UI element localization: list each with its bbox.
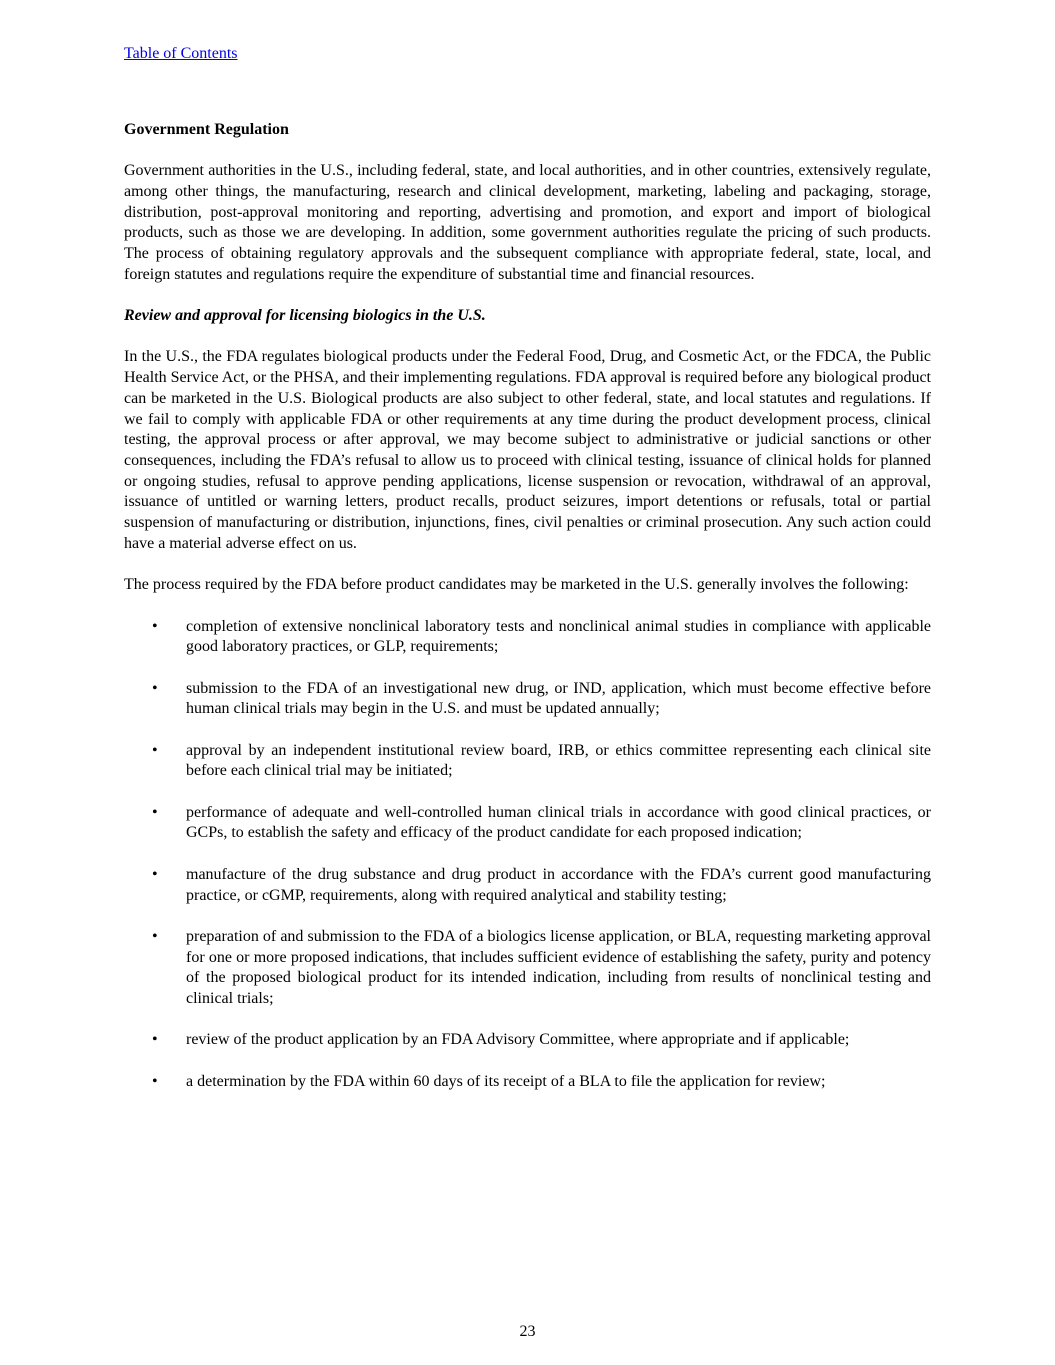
list-item-text: a determination by the FDA within 60 days of its receipt of a BLA to file the application for review;	[186, 1072, 826, 1090]
table-of-contents-link[interactable]: Table of Contents	[124, 45, 238, 62]
list-item	[124, 741, 931, 782]
intro-paragraph: Government authorities in the U.S., including federal, state, and local authorities, and in other countries, extensively regulate, among other things, the manufacturing, research and clinical development, marketing, labeling and packaging, storage, distribution, post-approval monitoring and reporting, advertising and promotion, and export and import of biological products, such as those we are developing. In addition, some government authorities regulate the pricing of such products. The process of obtaining regulatory approvals and the subsequent compliance with appropriate federal, state, local, and foreign statutes and regulations require the expenditure of substantial time and financial resources.	[124, 162, 931, 283]
subsection-title: Review and approval for licensing biologics in the U.S.	[124, 307, 486, 324]
section-title: Government Regulation	[124, 120, 289, 138]
list-item-text: submission to the FDA of an investigational new drug, or IND, application, which must become effective before human clinical trials may begin in the U.S. and must be updated annually;	[186, 679, 931, 718]
bullet-icon: •	[152, 1072, 158, 1090]
bullet-icon: •	[152, 741, 158, 759]
requirements-list	[124, 617, 931, 1093]
bullet-icon: •	[152, 865, 158, 883]
list-item-text: approval by an independent institutional review board, IRB, or ethics committee representing each clinical site before each clinical trial may be initiated;	[186, 741, 931, 780]
list-item-text: review of the product application by an FDA Advisory Committee, where appropriate and if applicable;	[186, 1031, 850, 1049]
list-item	[124, 679, 931, 720]
bullet-icon: •	[152, 617, 158, 635]
list-item-text: preparation of and submission to the FDA of a biologics license application, or BLA, requesting marketing approval for one or more proposed indications, that includes sufficient evidence of establishing the safety, purity and potency of the proposed biological product for its intended indication, including from results of nonclinical testing and clinical trials;	[186, 927, 931, 1008]
page-number: 23	[519, 1323, 536, 1340]
list-item-text: completion of extensive nonclinical laboratory tests and nonclinical animal studies in compliance with applicable good laboratory practices, or GLP, requirements;	[186, 617, 931, 656]
list-item	[124, 927, 931, 1010]
list-item	[124, 1030, 931, 1051]
paragraph: In the U.S., the FDA regulates biological products under the Federal Food, Drug, and Cosmetic Act, or the FDCA, the Public Health Service Act, or the PHSA, and their implementing regulations. FDA approval is required before any biological product can be marketed in the U.S. Biological products are also subject to other federal, state, and local statutes and regulations. If we fail to comply with applicable FDA or other requirements at any time during the product development process, clinical testing, the approval process or after approval, we may become subject to administrative or judicial sanctions or other consequences, including the FDA’s refusal to allow us to proceed with clinical testing, issuance of clinical holds for planned or ongoing studies, refusal to approve pending applications, license suspension or revocation, withdrawal of an approval, issuance of untitled or warning letters, product recalls, product seizures, import detentions or refusals, total or partial suspension of manufacturing or distribution, injunctions, fines, civil penalties or criminal prosecution. Any such action could have a material adverse effect on us.	[124, 348, 931, 552]
bullet-icon: •	[152, 1031, 158, 1049]
paragraph: The process required by the FDA before product candidates may be marketed in the U.S. generally involves the following:	[124, 576, 909, 594]
bullet-icon: •	[152, 803, 158, 821]
list-item	[124, 803, 931, 844]
bullet-icon: •	[152, 679, 158, 697]
document-page	[124, 44, 931, 1113]
list-item-text: manufacture of the drug substance and drug product in accordance with the FDA’s current good manufacturing practice, or cGMP, requirements, along with required analytical and stability testing;	[186, 865, 931, 904]
list-item	[124, 617, 931, 658]
bullet-icon: •	[152, 927, 158, 945]
list-item-text: performance of adequate and well-controlled human clinical trials in accordance with good clinical practices, or GCPs, to establish the safety and efficacy of the product candidate for each proposed indication;	[186, 803, 931, 842]
list-item	[124, 1072, 931, 1093]
list-item	[124, 865, 931, 906]
